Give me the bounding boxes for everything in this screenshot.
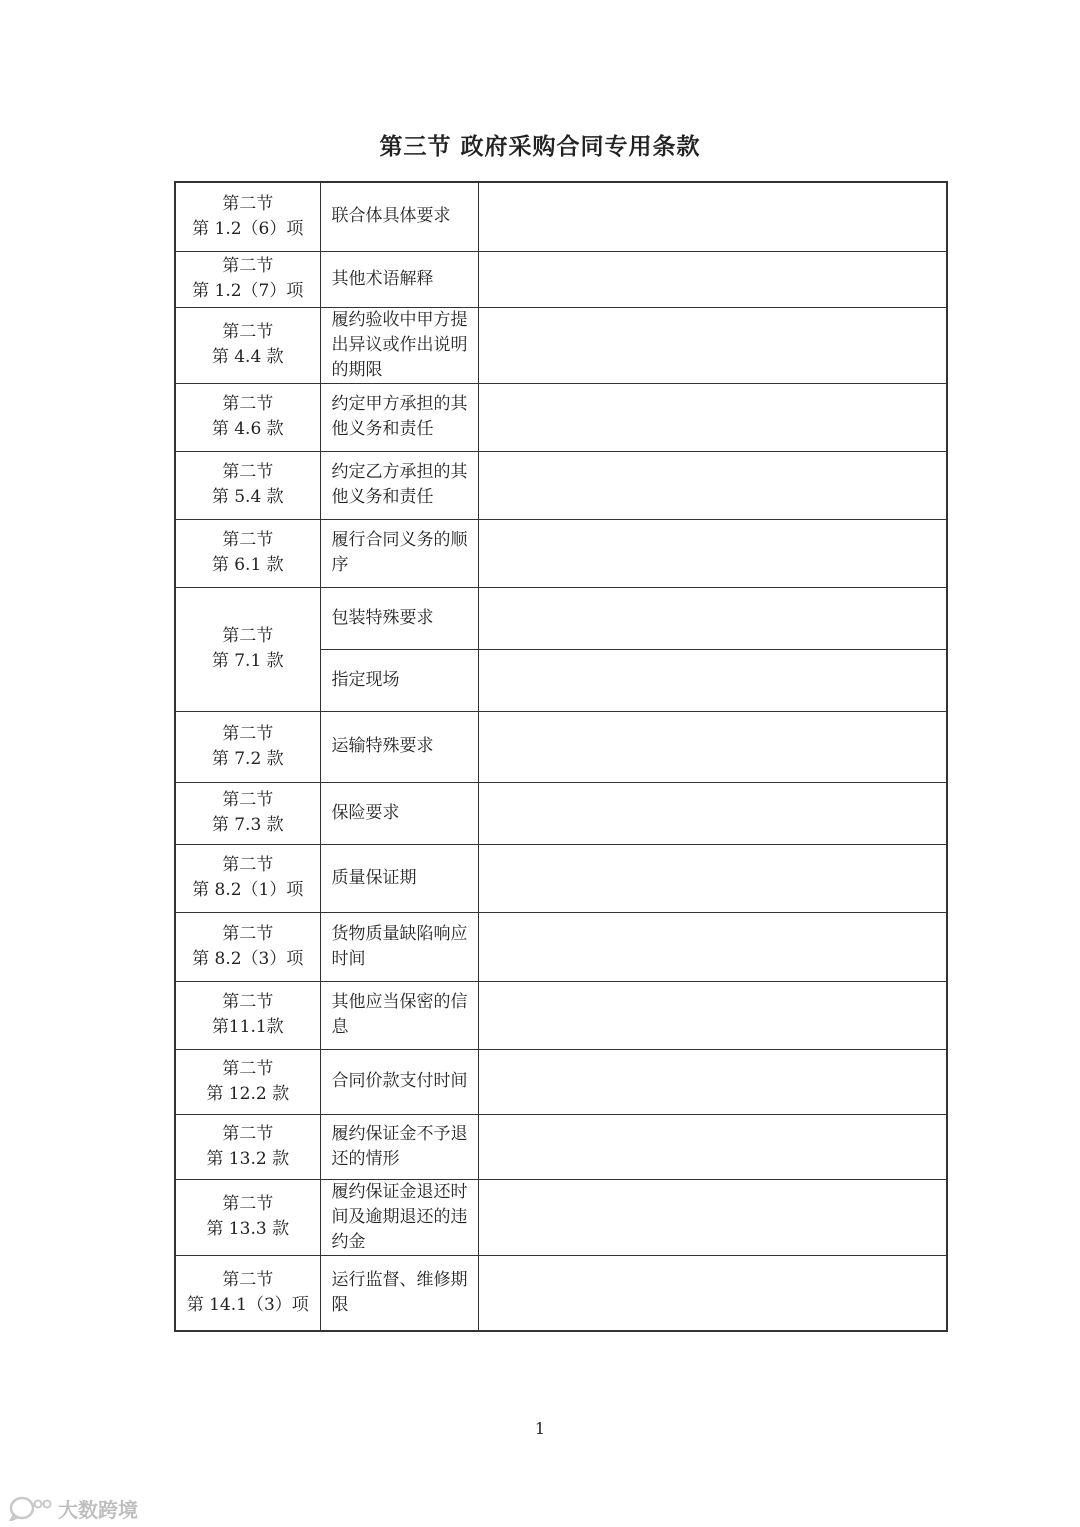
clause-ref: 第二节 第11.1款 [175, 981, 320, 1049]
clause-item: 履行合同义务的顺序 [320, 519, 478, 587]
clause-ref: 第二节 第 7.2 款 [175, 711, 320, 782]
clause-item: 联合体具体要求 [320, 182, 478, 251]
clause-item: 其他术语解释 [320, 251, 478, 307]
table-row [175, 1114, 947, 1179]
table-row [175, 1255, 947, 1331]
clause-item: 运输特殊要求 [320, 711, 478, 782]
clause-ref: 第二节 第 12.2 款 [175, 1049, 320, 1114]
table-row [175, 519, 947, 587]
clause-item: 保险要求 [320, 782, 478, 844]
table-row [175, 587, 947, 649]
clause-ref: 第二节 第 13.2 款 [175, 1114, 320, 1179]
page-title: 第三节 政府采购合同专用条款 [379, 134, 701, 160]
clause-value[interactable] [478, 1114, 947, 1179]
clause-value[interactable] [478, 844, 947, 912]
clause-ref: 第二节 第 7.1 款 [175, 587, 320, 711]
table-row [175, 182, 947, 251]
clause-value[interactable] [478, 649, 947, 711]
clause-ref: 第二节 第 1.2（7）项 [175, 251, 320, 307]
clause-value[interactable] [478, 587, 947, 649]
clause-ref: 第二节 第 5.4 款 [175, 451, 320, 519]
chat-bubble-icon [8, 1495, 52, 1521]
clause-item: 履约保证金不予退还的情形 [320, 1114, 478, 1179]
clause-ref: 第二节 第 8.2（1）项 [175, 844, 320, 912]
clause-item: 其他应当保密的信息 [320, 981, 478, 1049]
clause-ref: 第二节 第 8.2（3）项 [175, 912, 320, 981]
clause-item: 约定乙方承担的其他义务和责任 [320, 451, 478, 519]
clause-value[interactable] [478, 1049, 947, 1114]
clause-ref: 第二节 第 4.6 款 [175, 383, 320, 451]
clause-ref: 第二节 第 1.2（6）项 [175, 182, 320, 251]
clause-ref: 第二节 第 6.1 款 [175, 519, 320, 587]
table-row [175, 451, 947, 519]
table-row [175, 711, 947, 782]
clause-item: 约定甲方承担的其他义务和责任 [320, 383, 478, 451]
clause-value[interactable] [478, 383, 947, 451]
clause-ref: 第二节 第 7.3 款 [175, 782, 320, 844]
table-row [175, 383, 947, 451]
clause-ref: 第二节 第 13.3 款 [175, 1179, 320, 1255]
table-row [175, 251, 947, 307]
table-row [175, 844, 947, 912]
table-row [175, 1049, 947, 1114]
clause-item: 指定现场 [320, 649, 478, 711]
clause-item: 运行监督、维修期限 [320, 1255, 478, 1331]
clause-item: 履约保证金退还时间及逾期退还的违约金 [320, 1179, 478, 1255]
table-row [175, 912, 947, 981]
clause-value[interactable] [478, 251, 947, 307]
clauses-table [174, 181, 948, 1332]
clause-item: 包装特殊要求 [320, 587, 478, 649]
page-number: 1 [534, 1419, 546, 1438]
table-row [175, 307, 947, 383]
clause-value[interactable] [478, 981, 947, 1049]
clause-item: 货物质量缺陷响应时间 [320, 912, 478, 981]
clause-value[interactable] [478, 307, 947, 383]
clause-value[interactable] [478, 451, 947, 519]
table-row [175, 1179, 947, 1255]
clause-ref: 第二节 第 14.1（3）项 [175, 1255, 320, 1331]
clause-value[interactable] [478, 912, 947, 981]
clause-value[interactable] [478, 182, 947, 251]
clause-value[interactable] [478, 1179, 947, 1255]
table-row [175, 782, 947, 844]
clause-ref: 第二节 第 4.4 款 [175, 307, 320, 383]
clause-item: 合同价款支付时间 [320, 1049, 478, 1114]
clause-value[interactable] [478, 519, 947, 587]
clause-value[interactable] [478, 711, 947, 782]
table-row [175, 981, 947, 1049]
clause-item: 履约验收中甲方提出异议或作出说明的期限 [320, 307, 478, 383]
clause-value[interactable] [478, 1255, 947, 1331]
clause-value[interactable] [478, 782, 947, 844]
clause-item: 质量保证期 [320, 844, 478, 912]
watermark-text: 大数跨境 [58, 1497, 138, 1522]
watermark [8, 1494, 138, 1522]
